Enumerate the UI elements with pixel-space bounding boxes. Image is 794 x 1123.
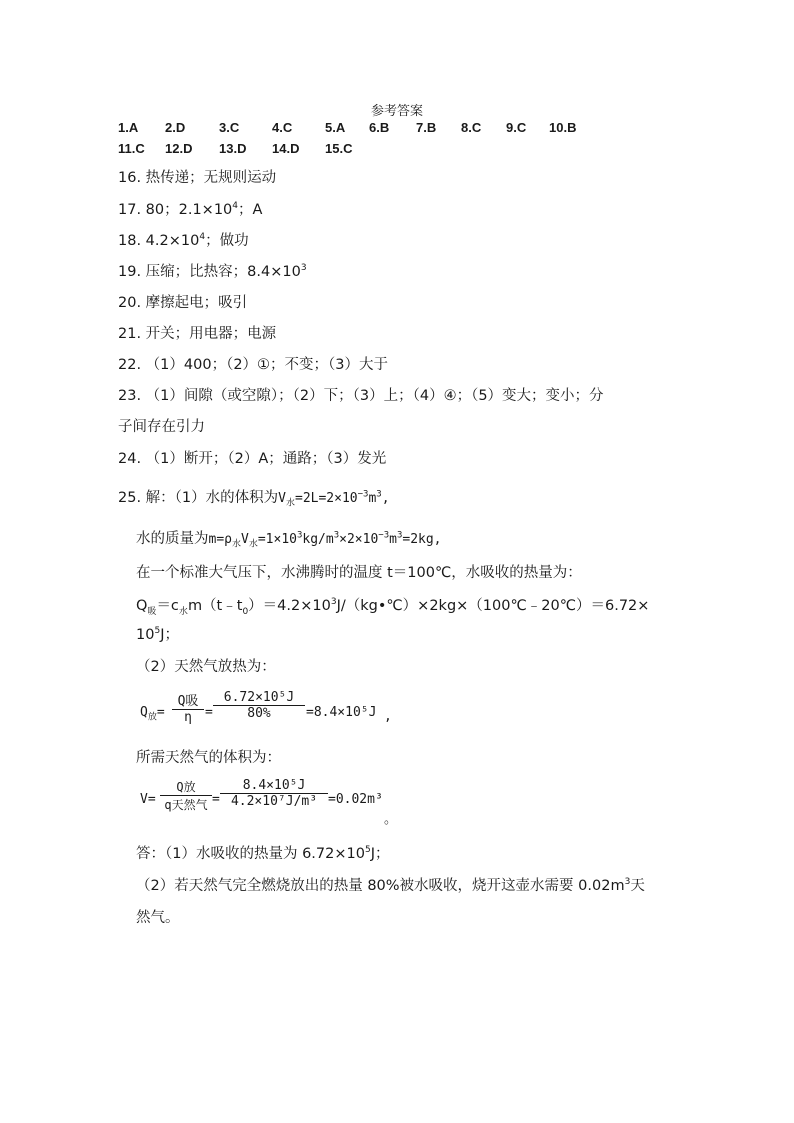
answer-20: 20. 摩擦起电；吸引 — [118, 295, 248, 311]
answer-23-line-2: 子间存在引力 — [118, 419, 205, 435]
text: 25. 解：（1）水的体积为 — [118, 490, 279, 506]
subscript: 0 — [242, 606, 249, 617]
mc-answer: 3.C — [219, 120, 240, 135]
answer-25-conclusion-2 — [136, 874, 645, 895]
text: ；做功 — [205, 233, 249, 249]
mc-answer: 9.C — [506, 120, 527, 135]
exponent: 4 — [232, 201, 239, 212]
answer-17 — [118, 198, 262, 219]
text: 19. 压缩；比热容；8.4×10 — [118, 264, 301, 280]
mc-row-1 — [118, 120, 678, 138]
answer-25-heat-cont — [136, 623, 179, 644]
subscript: 放 — [147, 712, 157, 723]
text: J； — [160, 627, 179, 643]
text: 天 — [630, 878, 645, 894]
mc-answer: 7.B — [416, 120, 437, 135]
text: 17. 80；2.1×10 — [118, 202, 233, 218]
mc-answer: 2.D — [165, 120, 186, 135]
text: Q — [136, 598, 148, 614]
exponent: 3 — [376, 489, 382, 500]
exponent: 3 — [296, 530, 303, 541]
subscript: 水 — [231, 539, 241, 550]
mc-answer: 10.B — [549, 120, 577, 135]
numerator: Q吸 — [177, 694, 199, 709]
subscript: 水 — [248, 539, 258, 550]
text: ）＝4.2×10 — [248, 598, 331, 614]
exponent: −3 — [357, 489, 369, 500]
fraction-heat-over-value — [220, 778, 328, 809]
numerator: Q放 — [176, 780, 196, 794]
text: kg/m — [302, 532, 334, 547]
text: ；A — [238, 202, 263, 218]
page-title: 参考答案 — [370, 104, 423, 119]
denominator: η — [184, 710, 192, 725]
mc-answer: 12.D — [165, 141, 193, 156]
denominator: q天然气 — [164, 798, 208, 812]
exponent: 3 — [396, 530, 403, 541]
text: m — [368, 491, 377, 506]
answer-25-boil: 在一个标准大气压下，水沸腾时的温度 t＝100℃，水吸收的热量为： — [136, 565, 582, 581]
exponent: −3 — [378, 530, 390, 541]
mc-answer: 14.D — [272, 141, 300, 156]
answer-21: 21. 开关；用电器；电源 — [118, 326, 277, 342]
qf-eq2: = — [205, 705, 213, 720]
answer-25-intro — [118, 486, 390, 507]
v-period: 。 — [384, 812, 398, 827]
qf-comma: , — [384, 709, 392, 724]
answer-25-volume-intro: 所需天然气的体积为： — [136, 750, 281, 766]
v-result: =0.02m³ — [328, 792, 383, 807]
mc-answer: 5.A — [325, 120, 346, 135]
text: =1×10 — [257, 532, 297, 547]
text: =2L=2×10 — [295, 491, 358, 506]
v-eq: = — [212, 792, 220, 807]
text: 答：（1）水吸收的热量为 6.72×10 — [136, 846, 365, 862]
answer-25-conclusion-3: 然气。 — [136, 910, 180, 926]
mc-answer: 8.C — [461, 120, 482, 135]
text: Q — [140, 705, 148, 720]
text: ＝c — [156, 598, 179, 614]
subscript: 吸 — [147, 606, 157, 617]
answer-19 — [118, 260, 307, 281]
exponent: 3 — [330, 597, 337, 608]
mc-answer: 6.B — [369, 120, 390, 135]
text: 水的质量为 — [136, 531, 209, 547]
subscript: 水 — [285, 498, 295, 509]
text: ×2×10 — [339, 532, 379, 547]
text: 18. 4.2×10 — [118, 233, 200, 249]
answer-24: 24. （1）断开；（2）A；通路；（3）发光 — [118, 451, 387, 467]
text: m（t﹣t — [187, 598, 243, 614]
text: 10 — [136, 627, 155, 643]
qf-result: =8.4×10⁵J — [306, 705, 377, 720]
text: , — [381, 491, 390, 506]
answer-18 — [118, 229, 249, 250]
exponent: 4 — [199, 232, 206, 243]
numerator: 6.72×10⁵J — [223, 690, 295, 705]
numerator: 8.4×10⁵J — [242, 778, 306, 793]
mc-answer: 13.D — [219, 141, 247, 156]
exponent: 5 — [154, 626, 161, 637]
answer-25-part2: （2）天然气放热为： — [136, 659, 276, 675]
exponent: 5 — [364, 845, 371, 856]
mc-row-2 — [118, 141, 418, 159]
text: V — [278, 491, 286, 506]
text: =2kg, — [402, 532, 442, 547]
exponent: 3 — [624, 877, 631, 888]
answer-25-conclusion-1 — [136, 842, 389, 863]
exponent: 3 — [333, 530, 340, 541]
text: = — [156, 705, 165, 720]
subscript: 水 — [178, 606, 188, 617]
qf-lhs — [140, 705, 165, 723]
exponent: 3 — [300, 263, 307, 274]
answer-25-mass — [136, 527, 442, 548]
text: （2）若天然气完全燃烧放出的热量 80%被水吸收，烧开这壶水需要 0.02m — [136, 878, 625, 894]
answer-22: 22. （1）400；（2）①；不变；（3）大于 — [118, 357, 389, 373]
mc-answer: 15.C — [325, 141, 353, 156]
mc-answer: 4.C — [272, 120, 293, 135]
answer-25-heat — [136, 594, 649, 615]
text: m=ρ — [208, 532, 232, 547]
text: J； — [370, 846, 390, 862]
denominator: 4.2×10⁷J/m³ — [230, 794, 318, 809]
fraction-q-eta — [172, 690, 204, 725]
text: V — [241, 532, 249, 547]
fraction-heat-efficiency — [213, 690, 305, 721]
v-lhs: V= — [140, 792, 156, 807]
mc-answer: 1.A — [118, 120, 139, 135]
denominator: 80% — [247, 706, 271, 721]
text: J/（kg•℃）×2kg×（100℃﹣20℃）＝6.72× — [336, 598, 650, 614]
text: m — [389, 532, 397, 547]
fraction-q-over-q — [160, 778, 212, 813]
answer-23-line-1: 23. （1）间隙（或空隙）；（2）下；（3）上；（4）④；（5）变大；变小；分 — [118, 388, 604, 404]
answer-16: 16. 热传递；无规则运动 — [118, 170, 277, 186]
mc-answer: 11.C — [118, 141, 145, 156]
